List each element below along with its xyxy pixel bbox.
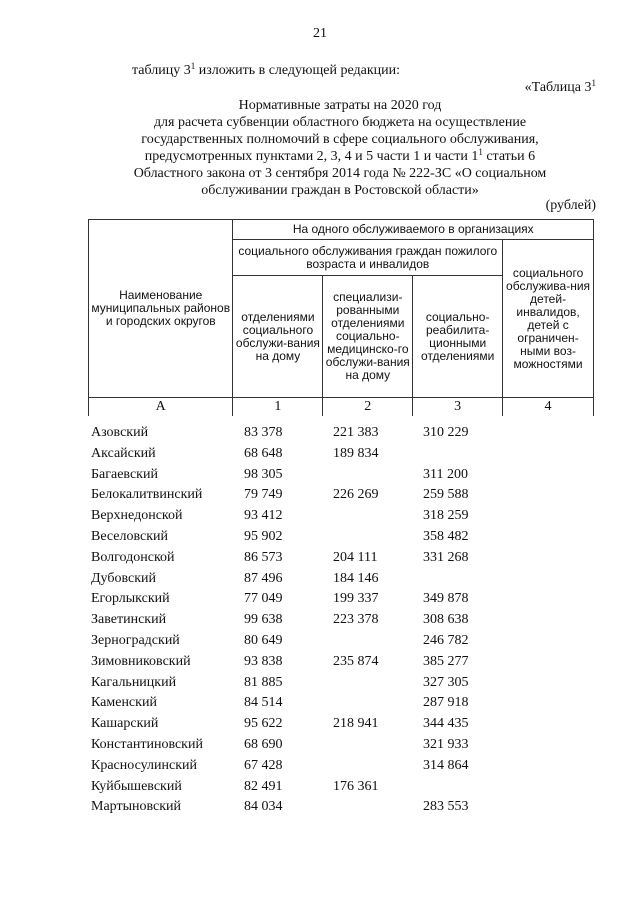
row-name: Волгодонской	[91, 549, 175, 565]
cell-col1: 93 838	[244, 653, 283, 669]
cell-col3: 308 638	[423, 612, 469, 628]
cell-col1: 87 496	[244, 570, 283, 586]
table-row	[88, 527, 594, 548]
header-col3: социально-реабилита-ционными отделениями	[413, 276, 503, 398]
cell-col1: 93 412	[244, 508, 283, 524]
table-row	[88, 797, 594, 818]
cell-col3: 310 229	[423, 425, 469, 440]
index-col-3: 3	[413, 398, 503, 416]
cell-col3: 327 305	[423, 674, 469, 690]
table-row	[88, 506, 594, 527]
cell-col3: 385 277	[423, 653, 469, 669]
cell-col2: 235 874	[333, 653, 379, 669]
table-row	[88, 652, 594, 673]
row-name: Кашарский	[91, 716, 159, 732]
cell-col1: 86 573	[244, 549, 283, 565]
table-row	[88, 465, 594, 486]
table-row	[88, 423, 594, 444]
row-name: Константиновский	[91, 736, 203, 752]
cell-col3: 331 268	[423, 549, 469, 565]
cell-col2: 223 378	[333, 612, 379, 628]
table-row	[88, 673, 594, 694]
document-title: Нормативные затраты на 2020 год для расчета субвенции областного бюджета на осуществление государственных полномочий в сфере социального обслуживания, предусмотренных пунктами 2, 3, 4 и 5 части 1 и части $1^1$ статьи 6 Областного закона от 3 сентября 2014 года № 222-ЗС «О социальном обслуживании граждан в Ростовской области»	[133, 98, 547, 198]
row-name: Куйбышевский	[91, 778, 182, 794]
index-col-2: 2	[323, 398, 413, 416]
row-name: Зерноградский	[91, 632, 180, 648]
cell-col1: 95 902	[244, 528, 283, 544]
row-name: Багаевский	[91, 466, 158, 482]
row-name: Красносулинский	[91, 757, 197, 773]
cell-col2: 184 146	[333, 570, 379, 586]
cell-col1: 83 378	[244, 425, 283, 440]
cell-col2: 204 111	[333, 549, 378, 565]
cell-col3: 349 878	[423, 591, 469, 607]
cell-col3: 314 864	[423, 757, 469, 773]
row-name: Зимовниковский	[91, 653, 191, 669]
cell-col1: 99 638	[244, 612, 283, 628]
row-name: Дубовский	[91, 570, 157, 586]
cell-col1: 79 749	[244, 487, 283, 503]
cell-col3: 259 588	[423, 487, 469, 503]
cell-col3: 246 782	[423, 632, 469, 648]
cell-col2: 221 383	[333, 425, 379, 440]
cell-col1: 95 622	[244, 716, 283, 732]
index-col-4: 4	[503, 398, 594, 416]
row-name: Каменский	[91, 695, 157, 711]
header-col-name: Наименование муниципальных районов и городских округов	[89, 220, 233, 398]
table-row	[88, 569, 594, 590]
header-col2: специализи-рованными отделениями социально-медицинско-го обслужи-вания на дому	[323, 276, 413, 398]
header-col4: социального обслужива-ния детей-инвалидов, детей с ограничен-ными воз-можностями	[503, 240, 594, 398]
table-row	[88, 631, 594, 652]
table-row	[88, 735, 594, 756]
table-row	[88, 548, 594, 569]
cell-col1: 68 648	[244, 445, 283, 461]
cell-col1: 84 034	[244, 799, 283, 815]
index-col-a: А	[89, 398, 233, 416]
header-top: На одного обслуживаемого в организациях	[233, 220, 594, 240]
row-name: Кагальницкий	[91, 674, 177, 690]
cell-col1: 80 649	[244, 632, 283, 648]
table-header	[88, 219, 594, 416]
cell-col2: 199 337	[333, 591, 379, 607]
cell-col3: 287 918	[423, 695, 469, 711]
header-group: социального обслуживания граждан пожилого возраста и инвалидов	[233, 240, 503, 276]
table-row	[88, 444, 594, 465]
table-row	[88, 777, 594, 798]
cell-col1: 84 514	[244, 695, 283, 711]
page-number: 21	[313, 26, 327, 41]
row-name: Мартыновский	[91, 799, 182, 815]
row-name: Егорлыкский	[91, 591, 170, 607]
cell-col1: 98 305	[244, 466, 283, 482]
table-row	[88, 485, 594, 506]
header-col1: отделениями социального обслужи-вания на дому	[233, 276, 323, 398]
row-name: Заветинский	[91, 612, 167, 628]
cell-col3: 318 259	[423, 508, 469, 524]
cell-col2: 189 834	[333, 445, 379, 461]
cell-col1: 67 428	[244, 757, 283, 773]
cell-col2: 226 269	[333, 487, 379, 503]
cell-col1: 77 049	[244, 591, 283, 607]
table-row	[88, 610, 594, 631]
intro-text: таблицу $3^1$ изложить в следующей редакции:	[132, 61, 401, 78]
row-name: Веселовский	[91, 528, 169, 544]
table-row	[88, 693, 594, 714]
units-label: (рублей)	[545, 198, 596, 213]
cell-col3: 358 482	[423, 528, 469, 544]
cell-col1: 81 885	[244, 674, 283, 690]
index-col-1: 1	[233, 398, 323, 416]
row-name: Белокалитвинский	[91, 487, 203, 503]
cell-col3: 344 435	[423, 716, 469, 732]
table-body	[88, 423, 594, 818]
row-name: Верхнедонской	[91, 508, 183, 524]
table-row	[88, 714, 594, 735]
row-name: Аксайский	[91, 445, 156, 461]
cell-col1: 82 491	[244, 778, 283, 794]
cell-col2: 176 361	[333, 778, 379, 794]
cell-col2: 218 941	[333, 716, 379, 732]
cell-col1: 68 690	[244, 736, 283, 752]
cell-col3: 283 553	[423, 799, 469, 815]
table-row	[88, 589, 594, 610]
cell-col3: 311 200	[423, 466, 468, 482]
row-name: Азовский	[91, 425, 149, 440]
table-label: «Таблица $3^1$	[524, 78, 596, 95]
cell-col3: 321 933	[423, 736, 469, 752]
table-row	[88, 756, 594, 777]
